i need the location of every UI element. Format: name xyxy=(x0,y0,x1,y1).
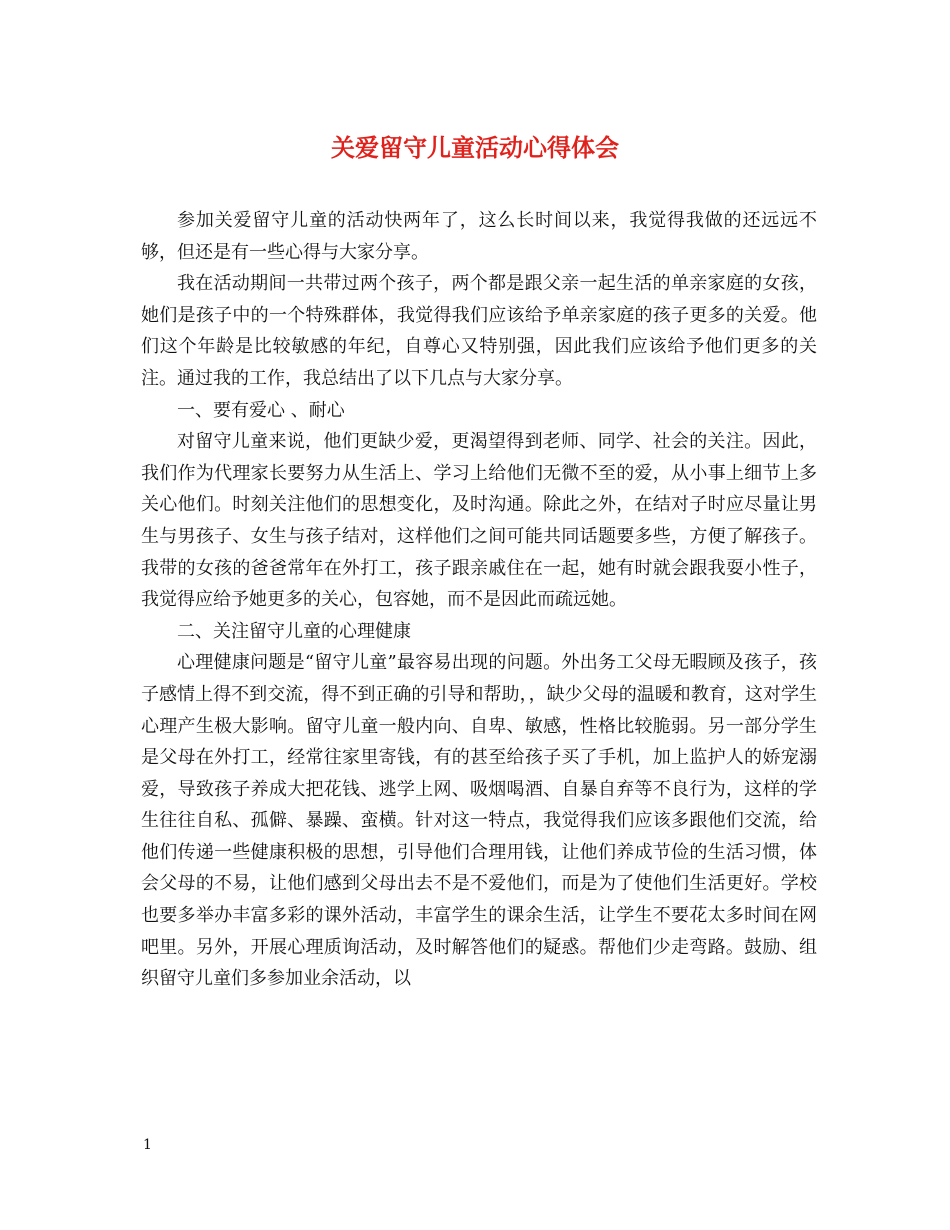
page-number: 1 xyxy=(143,1137,152,1153)
document-body xyxy=(141,205,817,995)
paragraph-section-2: 心理健康问题是“留守儿童”最容易出现的问题。外出务工父母无暇顾及孩子，孩子感情上得不到交流，得不到正确的引导和帮助，，缺少父母的温暖和教育，这对学生心理产生极大影响。留守儿童一般内向、自卑、敏感，性格比较脆弱。另一部分学生是父母在外打工，经常往家里寄钱，有的甚至给孩子买了手机，加上监护人的娇宠溺爱，导致孩子养成大把花钱、逃学上网、吸烟喝酒、自暴自弃等不良行为，这样的学生往往自私、孤僻、暴躁、蛮横。针对这一特点，我觉得我们应该多跟他们交流，给他们传递一些健康积极的思想，引导他们合理用钱，让他们养成节俭的生活习惯，体会父母的不易，让他们感到父母出去不是不爱他们，而是为了使他们生活更好。学校也要多举办丰富多彩的课外活动，丰富学生的课余生活，让学生不要花太多时间在网吧里。另外，开展心理质询活动，及时解答他们的疑惑。帮他们少走弯路。鼓励、组织留守儿童们多参加业余活动，以 xyxy=(141,652,817,990)
paragraph-background: 我在活动期间一共带过两个孩子，两个都是跟父亲一起生活的单亲家庭的女孩，她们是孩子中的一个特殊群体，我觉得我们应该给予单亲家庭的孩子更多的关爱。他们这个年龄是比较敏感的年纪，自尊心又特别强，因此我们应该给予他们更多的关注。通过我的工作，我总结出了以下几点与大家分享。 xyxy=(141,273,817,389)
section-heading-2: 二、关注留守儿童的心理健康 xyxy=(177,620,411,642)
paragraph-intro: 参加关爱留守儿童的活动快两年了，这么长时间以来，我觉得我做的还远远不够，但还是有一些心得与大家分享。 xyxy=(141,210,817,263)
paragraph-section-1: 对留守儿童来说，他们更缺少爱，更渴望得到老师、同学、社会的关注。因此，我们作为代理家长要努力从生活上、学习上给他们无微不至的爱，从小事上细节上多关心他们。时刻关注他们的思想变化，及时沟通。除此之外，在结对子时应尽量让男生与男孩子、女生与孩子结对，这样他们之间可能共同话题要多些，方便了解孩子。我带的女孩的爸爸常年在外打工，孩子跟亲戚住在一起，她有时就会跟我耍小性子，我觉得应给予她更多的关心，包容她，而不是因此而疏远她。 xyxy=(141,431,817,611)
document-title: 关爱留守儿童活动心得体会 xyxy=(331,133,619,162)
section-heading-1: 一、要有爱心 、耐心 xyxy=(177,399,345,421)
